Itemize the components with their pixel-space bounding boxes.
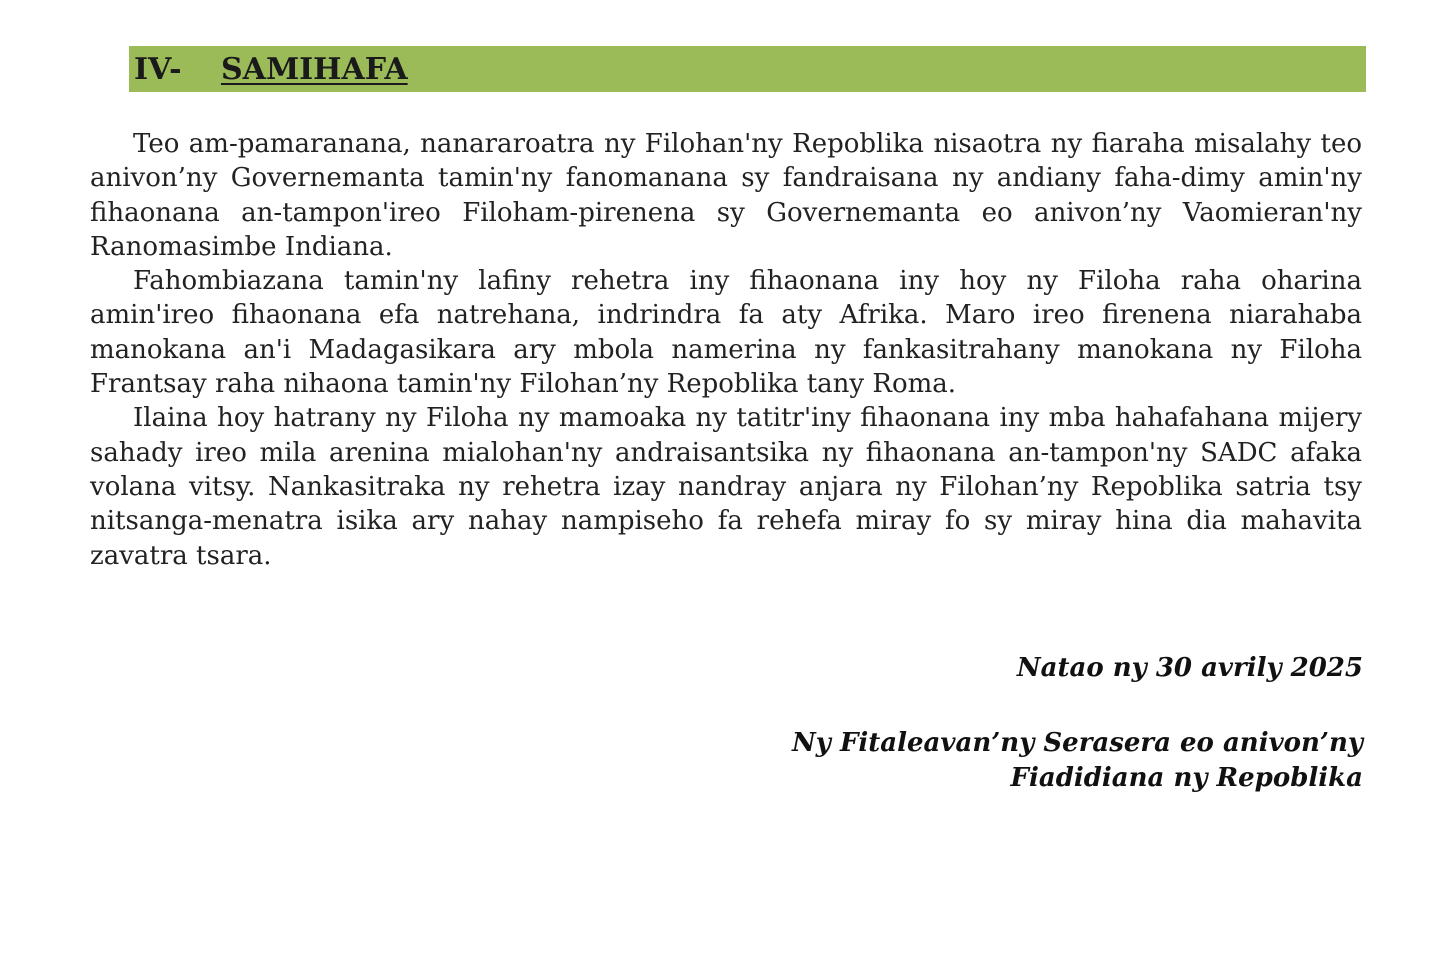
section-number: IV- (134, 52, 182, 87)
paragraph-3: Ilaina hoy hatrany ny Filoha ny mamoaka ny tatitr'iny fihaonana iny mba hahafahana mijery sahady ireo mila arenina mialohan'ny andraisantsika ny fihaonana an-tampon'ny SADC afaka volana vitsy. Nankasitraka ny rehetra izay nandray anjara ny Filohan’ny Repoblika satria tsy nitsanga-menatra isika ary nahay nampiseho fa rehefa miray fo sy miray hina dia mahavita zavatra tsara. (90, 403, 1362, 571)
paragraph-2: Fahombiazana tamin'ny lafiny rehetra iny fihaonana iny hoy ny Filoha raha oharina amin'ireo fihaonana efa natrehana, indrindra fa aty Afrika. Maro ireo firenena niarahaba manokana an'i Madagasikara ary mbola namerina ny fankasitrahany manokana ny Filoha Frantsay raha nihaona tamin'ny Filohan’ny Repoblika tany Roma. (90, 266, 1362, 400)
paragraph-1: Teo am-pamaranana, nanararoatra ny Filohan'ny Repoblika nisaotra ny fiaraha misalahy teo anivon’ny Governemanta tamin'ny fanomanana sy fandraisana ny andiany faha-dimy amin'ny fihaonana an-tampon'ireo Filoham-pirenena sy Governemanta eo anivon’ny Vaomieran'ny Ranomasimbe Indiana. (90, 129, 1362, 262)
body-text (90, 127, 1362, 573)
section-title: SAMIHAFA (221, 52, 408, 87)
signatory-line-1: Ny Fitaleavan’ny Serasera eo anivon’ny (792, 728, 1363, 758)
date-line: Natao ny 30 avrily 2025 (1016, 653, 1363, 683)
section-heading-bar (129, 46, 1366, 92)
signatory-line-2: Fiadidiana ny Repoblika (1010, 763, 1363, 793)
signature-spacer (792, 688, 1363, 726)
signature-block (792, 648, 1363, 796)
